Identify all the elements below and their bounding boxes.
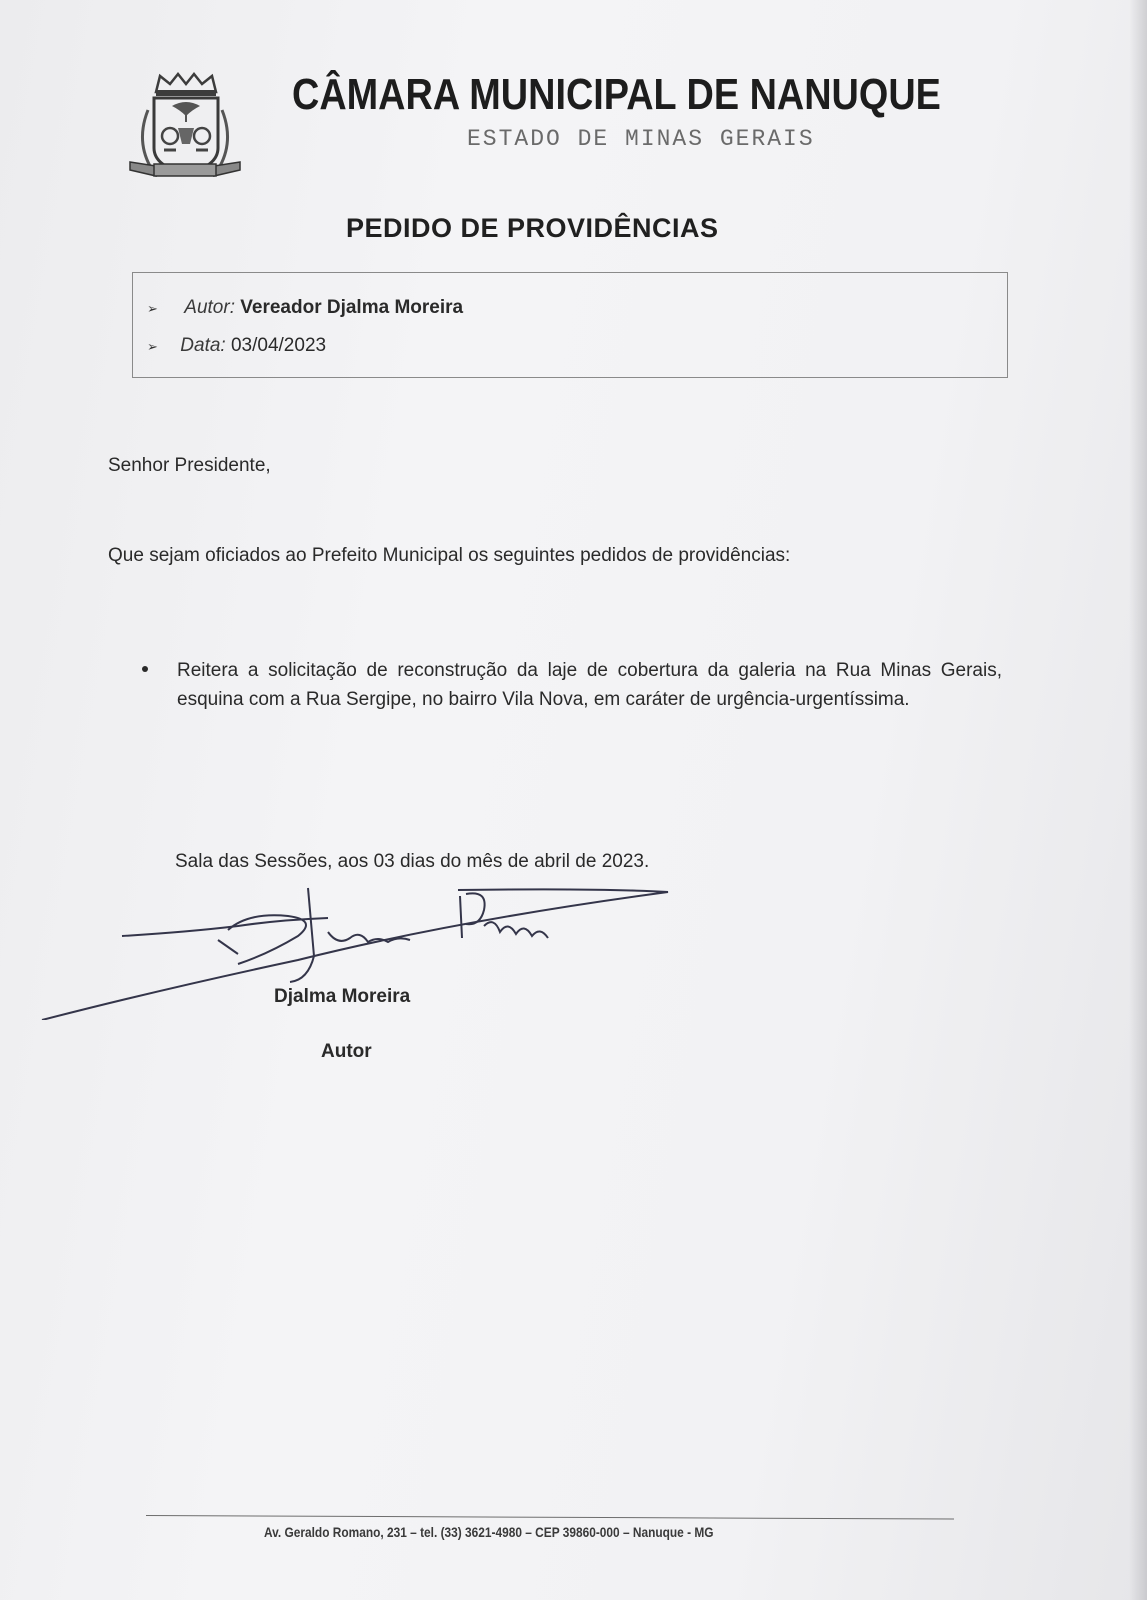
arrow-bullet-icon: ➢ [147, 339, 158, 354]
municipal-coat-of-arms-icon [126, 70, 244, 182]
intro-paragraph: Que sejam oficiados ao Prefeito Municipal os seguintes pedidos de providências: [108, 545, 791, 566]
date-line [147, 335, 326, 357]
footer-address: Av. Geraldo Romano, 231 – tel. (33) 3621-4980 – CEP 39860-000 – Nanuque - MG [264, 1524, 714, 1540]
page-shadow-edge [1129, 0, 1147, 1600]
date-label: Data: [180, 335, 226, 356]
institution-subtitle: ESTADO DE MINAS GERAIS [467, 126, 815, 152]
footer-divider [146, 1515, 954, 1520]
request-text: Reitera a solicitação de reconstrução da laje de cobertura da galeria na Rua Minas Gerais, esquina com a Rua Sergipe, no bairro Vila Nova, em caráter de urgência-urgentíssima. [177, 660, 1002, 710]
author-line [147, 297, 463, 319]
author-value: Vereador Djalma Moreira [240, 297, 464, 318]
author-label: Autor: [184, 297, 235, 318]
author-info-box [132, 272, 1008, 378]
institution-title: CÂMARA MUNICIPAL DE NANUQUE [292, 70, 941, 119]
salutation: Senhor Presidente, [108, 455, 271, 476]
arrow-bullet-icon: ➢ [147, 301, 158, 316]
closing-line: Sala das Sessões, aos 03 dias do mês de abril de 2023. [175, 851, 650, 872]
date-value: 03/04/2023 [230, 335, 327, 356]
signatory-role: Autor [321, 1041, 372, 1062]
document-heading: PEDIDO DE PROVIDÊNCIAS [346, 213, 719, 243]
signatory-name: Djalma Moreira [274, 986, 411, 1007]
bullet-dot-icon [142, 666, 148, 672]
